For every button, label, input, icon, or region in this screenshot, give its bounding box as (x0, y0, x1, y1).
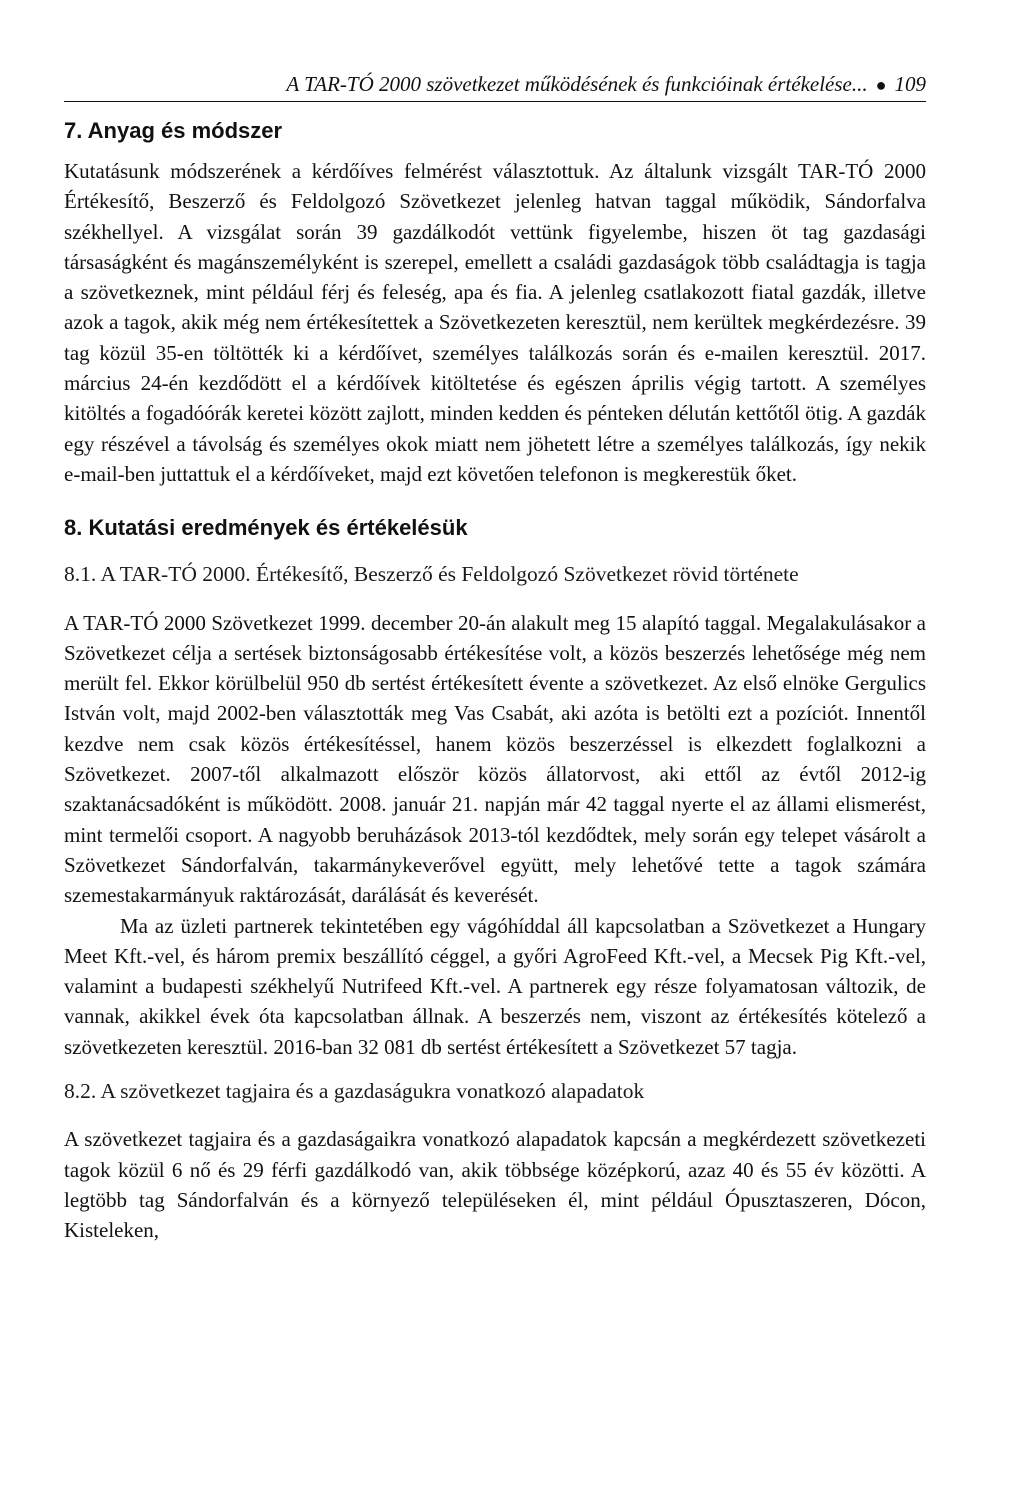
section-7-paragraph: Kutatásunk módszerének a kérdőíves felmérést választottuk. Az általunk vizsgált TAR-TÓ 2000 Értékesítő, Beszerző és Feldolgozó Szövetkezet jelenleg hatvan taggal működik, Sándorfalva székhellyel. A vizsgálat során 39 gazdálkodót vettünk figyelembe, hiszen öt tag gazdasági társaságként és magánszemélyként is szerepel, emellett a családi gazdaságok több családtagja is tagja a szövetkeznek, mint például férj és feleség, apa és fia. A jelenleg csatlakozott fiatal gazdák, illetve azok a tagok, akik még nem értékesítettek a Szövetkezeten keresztül, nem kerültek megkérdezésre. 39 tag közül 35-en töltötték ki a kérdőívet, személyes találkozás során és e-mailen keresztül. 2017. március 24-én kezdődött el a kérdőívek kitöltetése és egészen április végig tartott. A személyes kitöltés a fogadóórák keretei között zajlott, minden kedden és pénteken délután kettőtől ötig. A gazdák egy részével a távolság és személyes okok miatt nem jöhetett létre a személyes találkozás, így nekik e-mail-ben juttattuk el a kérdőíveket, majd ezt követően telefonon is megkerestük őket. (64, 159, 926, 486)
document-page (64, 72, 926, 1246)
subsection-8-1-title: 8.1. A TAR-TÓ 2000. Értékesítő, Beszerző és Feldolgozó Szövetkezet rövid története (64, 562, 799, 587)
spacer (64, 1062, 926, 1076)
section-8-title: 8. Kutatási eredmények és értékelésük (64, 515, 468, 541)
subsection-8-1-paragraph-1: A TAR-TÓ 2000 Szövetkezet 1999. december 20-án alakult meg 15 alapító taggal. Megalakulásakor a Szövetkezet célja a sertések biztonságosabb értékesítése volt, a közös beszerzés lehetősége még nem merült fel. Ekkor körülbelül 950 db sertést értékesített évente a szövetkezet. Az első elnöke Gergulics István volt, majd 2002-ben választották meg Vas Csabát, aki azóta is betölti ezt a pozíciót. Innentől kezdve nem csak közös értékesítéssel, hanem közös beszerzéssel is elkezdett foglalkozni a Szövetkezet. 2007-től alkalmazott először közös állatorvost, aki ettől az évtől 2012-ig szaktanácsadóként is működött. 2008. január 21. napján már 42 taggal nyerte el az állami elismerést, mint termelői csoport. A nagyobb beruházások 2013-tól kezdődtek, mely során egy telepet vásárolt a Szövetkezet Sándorfalván, takarmánykeverővel együtt, mely lehetővé tette a tagok számára szemestakarmányuk raktározását, darálását és keverését. (64, 610, 926, 908)
running-title: A TAR-TÓ 2000 szövetkezet működésének és funkcióinak értékelése... (286, 72, 868, 96)
subsection-8-2-paragraph-1: A szövetkezet tagjaira és a gazdaságaikra vonatkozó alapadatok kapcsán a megkérdezett szövetkezeti tagok közül 6 nő és 29 férfi gazdálkodó van, akik többsége középkorú, azaz 40 és 55 év közötti. A legtöbb tag Sándorfalván és a környező településeken él, mint például Ópusztaszeren, Dócon, Kisteleken, (64, 1127, 926, 1243)
running-header (64, 72, 926, 102)
subsection-8-2-title: 8.2. A szövetkezet tagjaira és a gazdaságukra vonatkozó alapadatok (64, 1079, 645, 1104)
section-7-title: 7. Anyag és módszer (64, 118, 283, 143)
bullet-icon: ● (875, 75, 887, 95)
subsection-8-1-paragraph-2: Ma az üzleti partnerek tekintetében egy vágóhíddal áll kapcsolatban a Szövetkezet a Hungary Meet Kft.-vel, és három premix beszállító céggel, a győri AgroFeed Kft.-vel, a Mecsek Pig Kft.-vel, valamint a budapesti székhelyű Nutrifeed Kft.-vel. A partnerek egy része folyamatosan változik, de vannak, akikkel évek óta kapcsolatban állnak. A beszerzés nem, viszont az értékesítés kötelező a szövetkezeten keresztül. 2016-ban 32 081 db sertést értékesített a Szövetkezet 57 tagja. (64, 913, 926, 1059)
page-number: 109 (894, 72, 926, 96)
